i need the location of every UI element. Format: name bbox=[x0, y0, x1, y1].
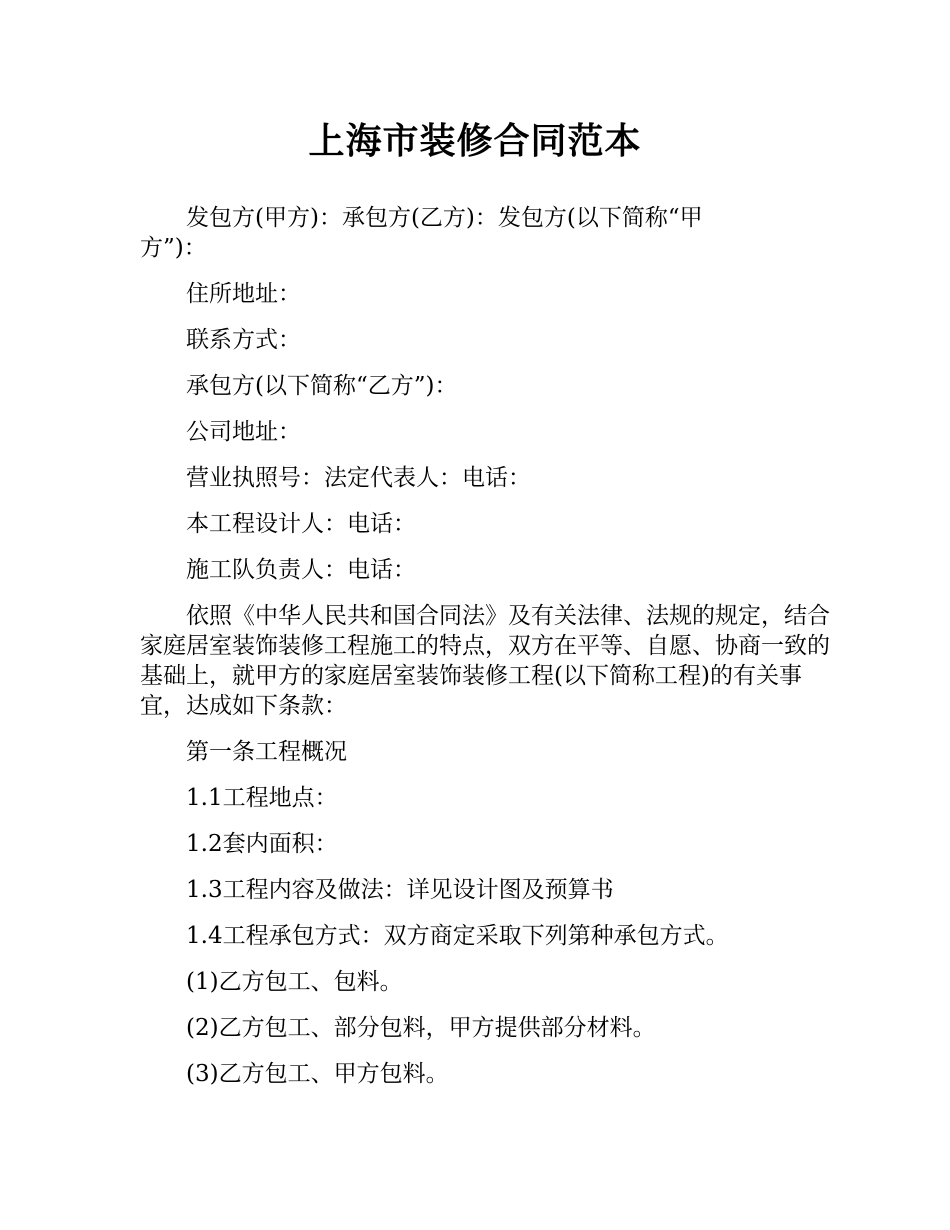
option-3: (3)乙方包工、甲方包料。 bbox=[186, 1061, 449, 1087]
paragraph-legal-basis: 依照《中华人民共和国合同法》及有关法律、法规的规定，结合家庭居室装饰装修工程施工的特点，双方在平等、自愿、协商一致的基础上，就甲方的家庭居室装饰装修工程(以下简称工程)的有关事宜，达成如下条款： bbox=[140, 603, 830, 719]
paragraph-parties: 发包方(甲方)：承包方(乙方)：发包方(以下简称“甲方”)： bbox=[140, 205, 703, 261]
document-title: 上海市装修合同范本 bbox=[308, 121, 642, 162]
paragraph-company-address: 公司地址： bbox=[186, 419, 301, 445]
clause-1-2: 1.2套内面积： bbox=[186, 831, 338, 857]
clause-1-3: 1.3工程内容及做法：详见设计图及预算书 bbox=[186, 877, 614, 903]
section-heading-article-1: 第一条工程概况 bbox=[186, 739, 347, 765]
clause-1-4: 1.4工程承包方式：双方商定采取下列第种承包方式。 bbox=[186, 923, 729, 949]
option-2: (2)乙方包工、部分包料，甲方提供部分材料。 bbox=[186, 1015, 656, 1041]
paragraph-contractor: 承包方(以下简称“乙方”)： bbox=[186, 373, 458, 399]
paragraph-address: 住所地址： bbox=[186, 281, 301, 307]
option-1: (1)乙方包工、包料。 bbox=[186, 969, 403, 995]
paragraph-team-leader: 施工队负责人：电话： bbox=[186, 557, 416, 583]
paragraph-designer: 本工程设计人：电话： bbox=[186, 511, 416, 537]
paragraph-license: 营业执照号：法定代表人：电话： bbox=[186, 465, 531, 491]
clause-1-1: 1.1工程地点： bbox=[186, 785, 338, 811]
document-body bbox=[140, 203, 830, 1105]
paragraph-contact: 联系方式： bbox=[186, 327, 301, 353]
